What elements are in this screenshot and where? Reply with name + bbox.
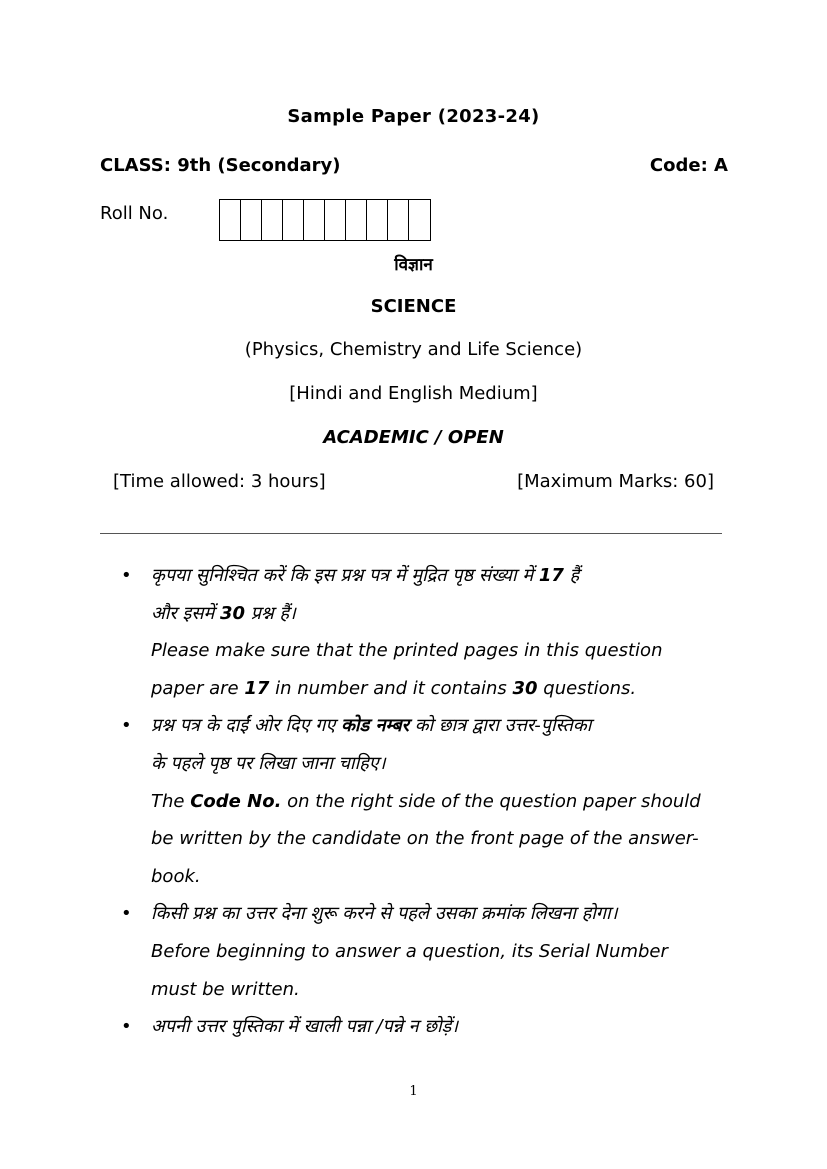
instruction-english: paper are 17 in number and it contains 30 questions. — [151, 677, 637, 699]
roll-box — [220, 200, 241, 240]
roll-box — [409, 200, 430, 240]
instruction-hindi: कृपया सुनिश्चित करें कि इस प्रश्न पत्र में मुद्रित पृष्ठ संख्या में 17 हैं — [151, 565, 580, 586]
roll-box — [304, 200, 325, 240]
instruction-english: book. — [151, 865, 201, 887]
paper-title: Sample Paper (2023-24) — [287, 106, 540, 127]
page-number: 1 — [409, 1084, 418, 1099]
instruction-hindi: प्रश्न पत्र के दाईं ओर दिए गए कोड नम्बर को छात्र द्वारा उत्तर-पुस्तिका — [151, 715, 592, 737]
instructions-list — [121, 557, 729, 1046]
subject-heading: SCIENCE — [370, 296, 457, 317]
subject-hindi-heading: विज्ञान — [394, 255, 433, 275]
instruction-hindi: अपनी उत्तर पुस्तिका में खाली पन्ना /पन्ने न छोड़ें। — [151, 1016, 459, 1038]
roll-box — [388, 200, 409, 240]
roll-box — [367, 200, 388, 240]
bullet-icon: • — [121, 903, 132, 925]
roll-number-boxes — [219, 199, 431, 241]
instruction-english: Before beginning to answer a question, its Serial Number — [151, 940, 668, 962]
bullet-icon: • — [121, 1016, 132, 1038]
maximum-marks: [Maximum Marks: 60] — [517, 471, 714, 492]
roll-box — [283, 200, 304, 240]
instruction-english: be written by the candidate on the front page of the answer- — [151, 828, 699, 850]
roll-number-label: Roll No. — [100, 203, 169, 224]
subject-branches: (Physics, Chemistry and Life Science) — [244, 339, 583, 360]
divider-line — [100, 533, 722, 534]
code-label: Code: A — [649, 155, 728, 176]
stream-label: ACADEMIC / OPEN — [323, 427, 504, 448]
medium-label: [Hindi and English Medium] — [289, 383, 538, 404]
instruction-hindi: और इसमें 30 प्रश्न हैं। — [151, 602, 296, 624]
roll-box — [325, 200, 346, 240]
roll-box — [241, 200, 262, 240]
class-label: CLASS: 9th (Secondary) — [100, 155, 341, 176]
instruction-item — [121, 557, 729, 707]
instruction-hindi: के पहले पृष्ठ पर लिखा जाना चाहिए। — [151, 752, 386, 774]
bullet-icon: • — [121, 715, 132, 737]
roll-box — [262, 200, 283, 240]
instruction-item — [121, 1008, 729, 1046]
time-allowed: [Time allowed: 3 hours] — [113, 471, 326, 492]
instruction-item — [121, 895, 729, 1008]
bullet-icon: • — [121, 565, 132, 586]
instruction-item — [121, 707, 729, 895]
instruction-english: must be written. — [151, 978, 300, 1000]
roll-box — [346, 200, 367, 240]
instruction-hindi: किसी प्रश्न का उत्तर देना शुरू करने से पहले उसका क्रमांक लिखना होगा। — [151, 903, 618, 925]
instruction-english: Please make sure that the printed pages in this question — [151, 640, 663, 662]
instruction-english: The Code No. on the right side of the question paper should — [151, 790, 701, 812]
